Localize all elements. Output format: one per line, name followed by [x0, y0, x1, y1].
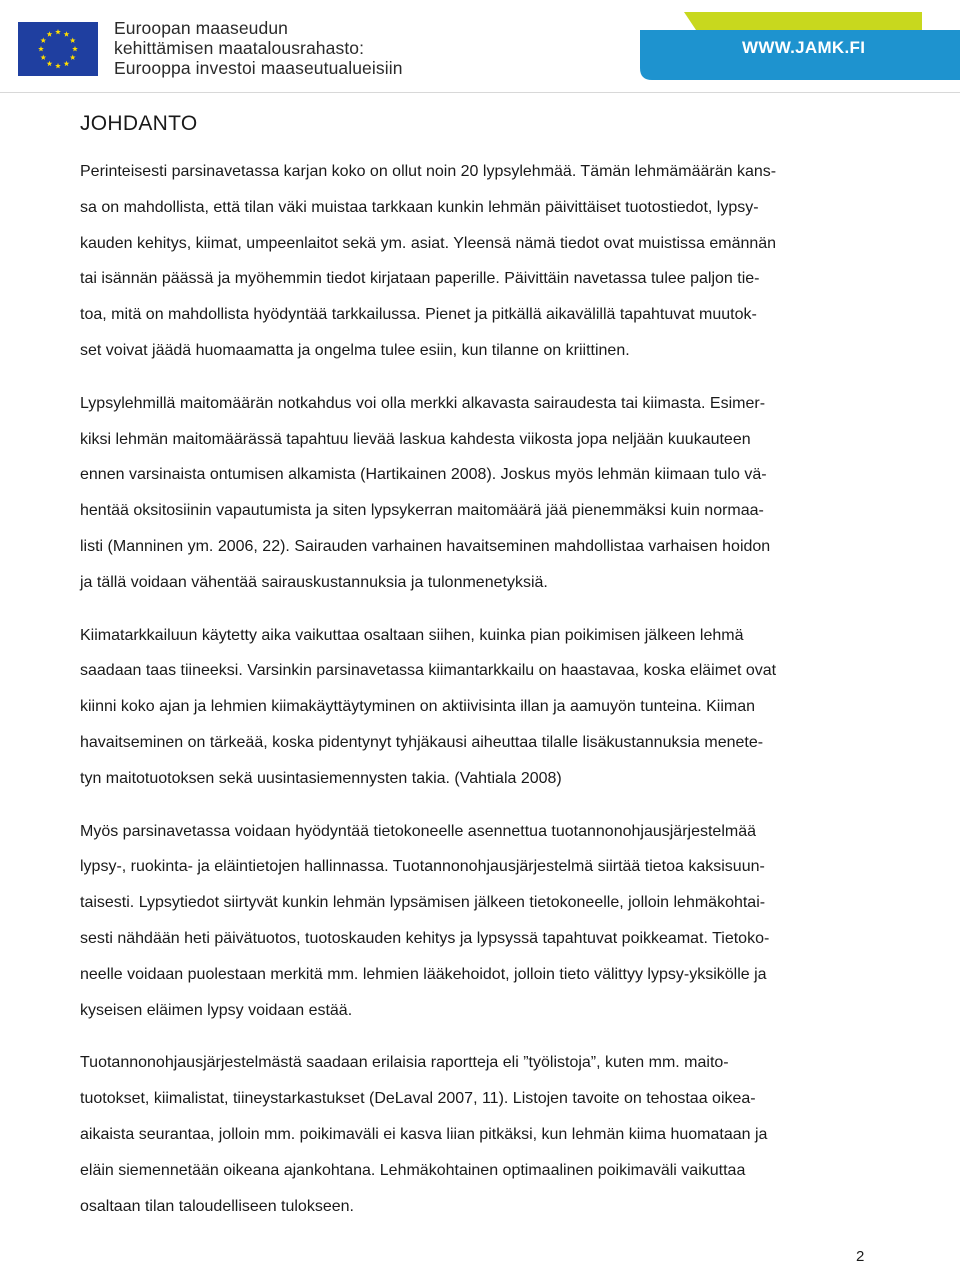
page-header [0, 0, 960, 96]
header-divider [0, 92, 960, 93]
text-line: hentää oksitosiinin vapautumista ja siten lypsykerran maitomäärä jää pienemmäksi kuin normaa- [80, 502, 764, 520]
paragraph-2 [80, 386, 880, 601]
text-line: osaltaan tilan taloudelliseen tulokseen. [80, 1197, 354, 1215]
text-line: listi (Manninen ym. 2006, 22). Sairauden varhainen havaitseminen mahdollistaa varhaisen hoidon [80, 537, 771, 555]
text-line: Perinteisesti parsinavetassa karjan koko on ollut noin 20 lypsylehmää. Tämän lehmämäärän kans- [80, 163, 777, 180]
text-line: kauden kehitys, kiimat, umpeenlaitot sekä ym. asiat. Yleensä nämä tiedot ovat muistissa emännän [80, 234, 777, 252]
paragraph-5 [80, 1045, 880, 1224]
page-number: 2 [856, 1248, 865, 1265]
text-line: kiksi lehmän maitomäärässä tapahtuu lievää laskua kahdesta viikosta jopa neljään kuukauteen [80, 430, 751, 448]
text-line: Myös parsinavetassa voidaan hyödyntää tietokoneelle asennettua tuotannonohjausjärjestelmää [80, 822, 757, 840]
text-line: Tuotannonohjausjärjestelmästä saadaan erilaisia raportteja eli ”työlistoja”, kuten mm. maito- [80, 1054, 729, 1072]
text-line: tuotokset, kiimalistat, tiineystarkastukset (DeLaval 2007, 11). Listojen tavoite on tehostaa oikea- [80, 1090, 756, 1108]
text-line: tai isännän päässä ja myöhemmin tiedot kirjataan paperille. Päivittäin navetassa tulee paljon tie- [80, 270, 760, 288]
eu-funding-line: Euroopan maaseudun [114, 18, 289, 38]
eu-funding-line: Eurooppa investoi maaseutualueisiin [114, 58, 403, 78]
text-line: sesti nähdään heti päivätuotos, tuotoskauden kehitys ja lypsyssä tapahtuvat poikkeamat. Tietoko- [80, 929, 770, 947]
text-line: kiinni koko ajan ja lehmien kiimakäyttäytyminen on aktiivisinta illan ja aamuyön tunteina. Kiiman [80, 698, 756, 716]
section-heading: JOHDANTO [80, 112, 198, 135]
text-line: set voivat jäädä huomaamatta ja ongelma tulee esiin, kun tilanne on kriittinen. [80, 341, 630, 359]
text-line: Lypsylehmillä maitomäärän notkahdus voi olla merkki alkavasta sairaudesta tai kiimasta. Esimer- [80, 394, 766, 412]
text-line: tyn maitotuotoksen sekä uusintasiemennysten takia. (Vahtiala 2008) [80, 769, 562, 787]
text-line: aikaista seurantaa, jolloin mm. poikimaväli ei kasva liian pitkäksi, kun lehmän kiima huomataan ja [80, 1125, 768, 1143]
text-line: lypsy-, ruokinta- ja eläintietojen hallinnassa. Tuotannonohjausjärjestelmä siirtää tietoa kaksisuun- [80, 858, 765, 876]
document-body [80, 112, 880, 1241]
text-line: saadaan taas tiineeksi. Varsinkin parsinavetassa kiimantarkkailu on haastavaa, koska eläimet ovat [80, 662, 777, 680]
text-line: toa, mitä on mahdollista hyödyntää tarkkailussa. Pienet ja pitkällä aikavälillä tapahtuvat muutok- [80, 306, 757, 324]
text-line: eläin siemennetään oikeana ajankohtana. Lehmäkohtainen optimaalinen poikimaväli vaikuttaa [80, 1161, 746, 1179]
text-line: Kiimatarkkailuun käytetty aika vaikuttaa osaltaan siihen, kuinka pian poikimisen jälkeen lehmä [80, 626, 744, 644]
paragraph-1 [80, 154, 880, 369]
eu-funding-line: kehittämisen maatalousrahasto: [114, 38, 365, 58]
eu-funding-text [114, 18, 403, 78]
text-line: kyseisen eläimen lypsy voidaan estää. [80, 1001, 353, 1019]
text-line: sa on mahdollista, että tilan väki muistaa tarkkaan kunkin lehmän päivittäiset tuotostiedot, lypsy- [80, 198, 759, 216]
paragraph-4 [80, 814, 880, 1029]
eu-flag-icon [18, 22, 98, 76]
text-line: ja tällä voidaan vähentää sairauskustannuksia ja tulonmenetyksiä. [80, 573, 548, 591]
paragraph-3 [80, 618, 880, 797]
text-line: taisesti. Lypsytiedot siirtyvät kunkin lehmän lypsämisen jälkeen tietokoneelle, jolloin lehmäkohtai- [80, 894, 766, 912]
text-line: ennen varsinaista ontumisen alkamista (Hartikainen 2008). Joskus myös lehmän kiimaan tulo vä- [80, 466, 767, 484]
text-line: havaitseminen on tärkeää, koska pidentynyt tyhjäkausi aiheuttaa tilalle lisäkustannuksia menete- [80, 733, 764, 751]
jamk-url-link[interactable]: WWW.JAMK.FI [742, 38, 866, 57]
text-line: neelle voidaan puolestaan merkitä mm. lehmien lääkehoidot, jolloin tieto välittyy lypsy-yksikölle ja [80, 965, 767, 983]
